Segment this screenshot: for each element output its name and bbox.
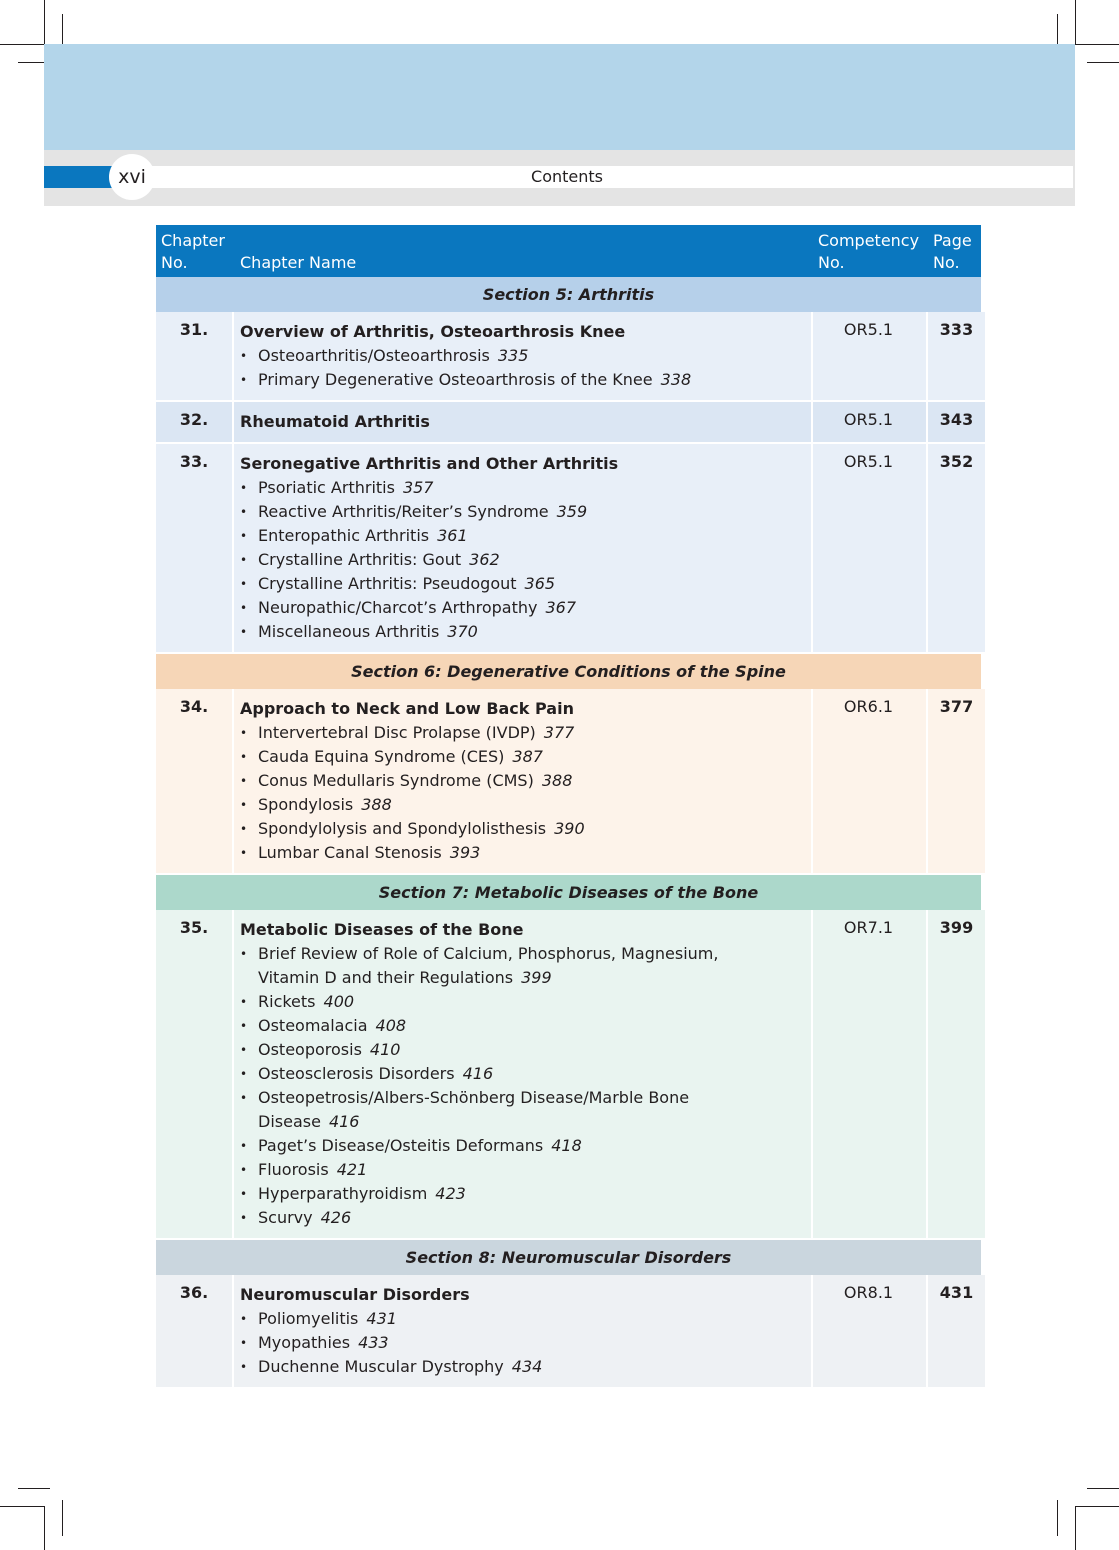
topic-item — [240, 1182, 811, 1206]
topic-text: Conus Medullaris Syndrome (CMS) — [258, 771, 534, 790]
chapter-number: 35. — [156, 910, 232, 1238]
competency-number: OR7.1 — [813, 910, 926, 1238]
topic-item — [240, 476, 811, 500]
topic-item — [240, 817, 811, 841]
chapter-details — [234, 910, 811, 1238]
topic-text: Hyperparathyroidism — [258, 1184, 428, 1203]
crop-mark — [1075, 1506, 1076, 1550]
crop-mark — [1087, 1488, 1119, 1489]
header-band — [44, 44, 1075, 150]
topic-list — [240, 476, 811, 644]
topic-item — [240, 1206, 811, 1230]
topic-text: Duchenne Muscular Dystrophy — [258, 1357, 504, 1376]
chapter-row — [156, 910, 981, 1238]
topic-page: 388 — [361, 795, 392, 814]
topic-item — [240, 572, 811, 596]
topic-text: Osteomalacia — [258, 1016, 368, 1035]
page-number: xvi — [109, 154, 155, 200]
col-competency-no — [813, 225, 926, 277]
chapter-details — [234, 689, 811, 873]
competency-number: OR5.1 — [813, 444, 926, 652]
chapter-page: 352 — [928, 444, 985, 652]
topic-item — [240, 1062, 811, 1086]
topic-page: 365 — [524, 574, 556, 593]
topic-page: 357 — [402, 478, 434, 497]
topic-text-continued: Disease — [258, 1112, 321, 1131]
topic-text: Spondylosis — [258, 795, 354, 814]
topic-text: Poliomyelitis — [258, 1309, 359, 1328]
topic-text: Primary Degenerative Osteoarthrosis of the Knee — [258, 370, 653, 389]
col-competency-line1: Competency — [818, 231, 920, 250]
chapter-title: Rheumatoid Arthritis — [240, 412, 430, 431]
chapter-title: Neuromuscular Disorders — [240, 1285, 470, 1304]
chapter-number: 36. — [156, 1275, 232, 1387]
chapter-details — [234, 1275, 811, 1387]
chapter-details — [234, 312, 811, 400]
col-page-line2: No. — [933, 253, 960, 272]
crop-mark — [44, 1506, 45, 1550]
topic-page: 433 — [358, 1333, 389, 1352]
topic-item — [240, 841, 811, 865]
section-heading: Section 5: Arthritis — [156, 277, 981, 312]
section-heading: Section 6: Degenerative Conditions of the Spine — [156, 654, 981, 689]
topic-page: 359 — [556, 502, 588, 521]
contents-table — [156, 225, 981, 1389]
crop-mark — [0, 1506, 44, 1507]
topic-page: 399 — [521, 968, 552, 987]
topic-page: 393 — [449, 843, 481, 862]
topic-page: 388 — [541, 771, 573, 790]
section-heading: Section 7: Metabolic Diseases of the Bone — [156, 875, 981, 910]
topic-item — [240, 548, 811, 572]
topic-page: 416 — [462, 1064, 494, 1083]
topic-text: Osteoporosis — [258, 1040, 362, 1059]
crop-mark — [62, 1500, 63, 1536]
chapter-number: 34. — [156, 689, 232, 873]
chapter-number: 32. — [156, 402, 232, 442]
chapter-page: 343 — [928, 402, 985, 442]
chapter-title: Overview of Arthritis, Osteoarthrosis Knee — [240, 322, 626, 341]
crop-mark — [44, 0, 45, 44]
topic-text: Psoriatic Arthritis — [258, 478, 395, 497]
crop-mark — [1075, 1506, 1119, 1507]
col-chapter-no — [156, 225, 232, 277]
topic-page: 335 — [497, 346, 529, 365]
topic-list — [240, 721, 811, 865]
col-chapter-name-label: Chapter Name — [240, 253, 357, 272]
topic-text: Crystalline Arthritis: Pseudogout — [258, 574, 517, 593]
topic-text: Neuropathic/Charcot’s Arthropathy — [258, 598, 538, 617]
topic-page: 362 — [469, 550, 500, 569]
topic-list — [240, 344, 811, 392]
topic-text: Intervertebral Disc Prolapse (IVDP) — [258, 723, 536, 742]
topic-list — [240, 1307, 811, 1379]
chapter-title: Seronegative Arthritis and Other Arthritis — [240, 454, 619, 473]
crop-mark — [1075, 44, 1119, 45]
topic-text: Osteoarthritis/Osteoarthrosis — [258, 346, 490, 365]
topic-page: 416 — [328, 1112, 360, 1131]
topic-item — [240, 769, 811, 793]
topic-page: 421 — [336, 1160, 368, 1179]
topic-text: Osteopetrosis/Albers-Schönberg Disease/Marble Bone — [258, 1088, 690, 1107]
topic-text: Reactive Arthritis/Reiter’s Syndrome — [258, 502, 549, 521]
topic-item — [240, 793, 811, 817]
topic-text: Crystalline Arthritis: Gout — [258, 550, 462, 569]
topic-text: Spondylolysis and Spondylolisthesis — [258, 819, 547, 838]
topic-text: Rickets — [258, 992, 316, 1011]
chapter-title: Approach to Neck and Low Back Pain — [240, 699, 574, 718]
competency-number: OR8.1 — [813, 1275, 926, 1387]
topic-text: Fluorosis — [258, 1160, 329, 1179]
topic-text: Lumbar Canal Stenosis — [258, 843, 442, 862]
col-competency-line2: No. — [818, 253, 845, 272]
topic-item — [240, 721, 811, 745]
col-page-no — [928, 225, 985, 277]
topic-page: 426 — [320, 1208, 352, 1227]
chapter-row — [156, 312, 981, 400]
topic-text: Paget’s Disease/Osteitis Deformans — [258, 1136, 544, 1155]
topic-item — [240, 1038, 811, 1062]
chapter-page: 431 — [928, 1275, 985, 1387]
topic-page: 431 — [366, 1309, 397, 1328]
topic-item — [240, 596, 811, 620]
crop-mark — [1057, 1500, 1058, 1536]
topic-text-continued: Vitamin D and their Regulations — [258, 968, 514, 987]
chapter-row — [156, 1275, 981, 1387]
table-body — [156, 277, 981, 1389]
chapter-row — [156, 444, 981, 652]
chapter-number: 31. — [156, 312, 232, 400]
running-head: Contents — [531, 167, 603, 186]
topic-item — [240, 1134, 811, 1158]
topic-item — [240, 745, 811, 769]
crop-mark — [1087, 62, 1119, 63]
topic-item — [240, 1331, 811, 1355]
section-heading: Section 8: Neuromuscular Disorders — [156, 1240, 981, 1275]
topic-item — [240, 1014, 811, 1038]
topic-page: 408 — [375, 1016, 407, 1035]
col-page-line1: Page — [933, 231, 972, 250]
topic-page: 410 — [369, 1040, 401, 1059]
chapter-row — [156, 402, 981, 442]
topic-text: Osteosclerosis Disorders — [258, 1064, 455, 1083]
topic-page: 400 — [323, 992, 355, 1011]
topic-text: Cauda Equina Syndrome (CES) — [258, 747, 505, 766]
chapter-title: Metabolic Diseases of the Bone — [240, 920, 524, 939]
topic-text: Brief Review of Role of Calcium, Phosphorus, Magnesium, — [258, 944, 719, 963]
chapter-page: 399 — [928, 910, 985, 1238]
topic-page: 338 — [660, 370, 692, 389]
chapter-number: 33. — [156, 444, 232, 652]
topic-item — [240, 344, 811, 368]
col-chapter-name — [234, 225, 811, 277]
row-divider — [156, 1387, 981, 1389]
competency-number: OR5.1 — [813, 312, 926, 400]
chapter-details — [234, 402, 811, 442]
topic-list — [240, 942, 811, 1230]
topic-text: Myopathies — [258, 1333, 351, 1352]
competency-number: OR6.1 — [813, 689, 926, 873]
chapter-page: 377 — [928, 689, 985, 873]
topic-text: Miscellaneous Arthritis — [258, 622, 440, 641]
topic-item — [240, 368, 811, 392]
topic-page: 367 — [545, 598, 577, 617]
topic-page: 377 — [543, 723, 575, 742]
topic-item — [240, 524, 811, 548]
topic-page: 390 — [554, 819, 585, 838]
crop-mark — [18, 1488, 50, 1489]
col-chapter-no-line1: Chapter — [161, 231, 225, 250]
crop-mark — [0, 44, 44, 45]
chapter-details — [234, 444, 811, 652]
topic-item — [240, 1307, 811, 1331]
topic-item — [240, 1355, 811, 1379]
chapter-page: 333 — [928, 312, 985, 400]
topic-page: 434 — [511, 1357, 543, 1376]
topic-item — [240, 1158, 811, 1182]
topic-item — [240, 990, 811, 1014]
table-header — [156, 225, 981, 277]
topic-page: 387 — [512, 747, 543, 766]
chapter-row — [156, 689, 981, 873]
topic-page: 361 — [437, 526, 468, 545]
topic-item — [240, 620, 811, 644]
competency-number: OR5.1 — [813, 402, 926, 442]
topic-item — [240, 942, 811, 990]
col-chapter-no-line2: No. — [161, 253, 188, 272]
topic-page: 370 — [447, 622, 478, 641]
crop-mark — [1075, 0, 1076, 44]
topic-page: 423 — [435, 1184, 466, 1203]
topic-text: Scurvy — [258, 1208, 313, 1227]
topic-page: 418 — [551, 1136, 582, 1155]
topic-item — [240, 500, 811, 524]
topic-item — [240, 1086, 811, 1134]
topic-text: Enteropathic Arthritis — [258, 526, 430, 545]
